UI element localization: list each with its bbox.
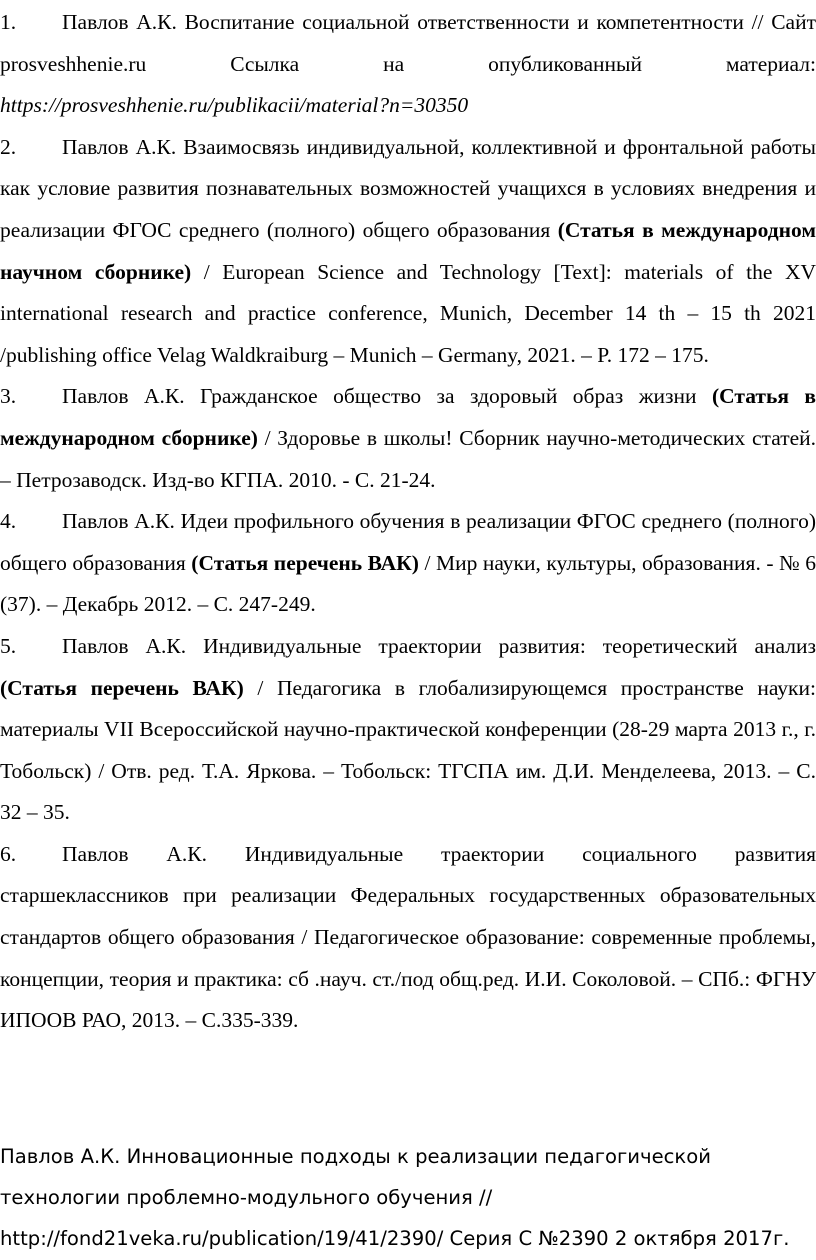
reference-item-6 xyxy=(0,834,816,1042)
reference-item-5 xyxy=(0,626,816,834)
footer-source-link[interactable]: http://fond21veka.ru/publication/19/41/2390/ Серия С №2390 2 октября 2017г. xyxy=(0,1227,790,1250)
reference-source: / Мир науки, культуры, образования. - № 6 (37). – Декабрь 2012. – С. 247-249. xyxy=(0,550,816,617)
reference-type-label: (Статья в международном научном сборнике) xyxy=(0,217,816,284)
reference-item-1 xyxy=(0,2,816,127)
reference-type-label: (Статья перечень ВАК) xyxy=(191,550,419,575)
reference-type-label: (Статья перечень ВАК) xyxy=(0,675,244,700)
reference-number: 6. xyxy=(0,841,17,866)
reference-text: Павлов А.К. Индивидуальные траектории социального развития старшеклассников при реализации Федеральных государственных образовательных стандартов общего образования / Педагогическое образование: современные проблемы, концепции, теория и практика: сб .науч. ст./под общ.ред. И.И. Соколовой. – СПб.: ФГНУ ИПООВ РАО, 2013. – С.335-339. xyxy=(0,841,816,1033)
reference-text: Павлов А.К. Индивидуальные траектории развития: теоретический анализ xyxy=(62,633,816,658)
reference-text: Павлов А.К. Идеи профильного обучения в реализации ФГОС среднего (полного) общего образования xyxy=(0,509,816,575)
reference-text: Павлов А.К. Воспитание социальной ответственности и компетентности // Сайт prosveshhenie.ru Ссылка на опубликованный материал: xyxy=(0,10,816,76)
footer-line-2: технологии проблемно-модульного обучения // xyxy=(0,1186,493,1209)
reference-text: Павлов А.К. Гражданское общество за здоровый образ жизни xyxy=(62,384,712,409)
reference-link[interactable]: https://prosveshhenie.ru/publikacii/material?n=30350 xyxy=(0,93,469,118)
reference-number: 3. xyxy=(0,384,17,409)
reference-list xyxy=(0,2,816,1042)
reference-source: / European Science and Technology [Text]: materials of the XV international research and practice conference, Munich, December 14 th – 15 th 2021 /publishing office Velag Waldkraiburg – Munich – Germany, 2021. – P. 172 – 175. xyxy=(0,259,816,367)
reference-number: 4. xyxy=(0,509,17,534)
footer-line-1: Павлов А.К. Инновационные подходы к реализации педагогической xyxy=(0,1145,711,1168)
reference-type-label: (Статья в международном сборнике) xyxy=(0,384,816,450)
reference-item-3 xyxy=(0,376,816,501)
reference-item-2 xyxy=(0,127,816,377)
reference-text: Павлов А.К. Взаимосвязь индивидуальной, коллективной и фронтальной работы как условие развития познавательных возможностей учащихся в условиях внедрения и реализации ФГОС среднего (полного) общего образования xyxy=(0,134,816,242)
reference-item-4 xyxy=(0,501,816,626)
reference-number: 2. xyxy=(0,134,17,159)
reference-number: 5. xyxy=(0,633,17,658)
reference-source: / Педагогика в глобализирующемся пространстве науки: материалы VII Всероссийской научно-практической конференции (28-29 марта 2013 г., г. Тобольск) / Отв. ред. Т.А. Яркова. – Тобольск: ТГСПА им. Д.И. Менделеева, 2013. – С. 32 – 35. xyxy=(0,675,816,825)
reference-number: 1. xyxy=(0,10,17,34)
reference-source: / Здоровье в школы! Сборник научно-методических статей. – Петрозаводск. Изд-во КГПА. 2010. - С. 21-24. xyxy=(0,425,816,492)
source-footer xyxy=(0,1136,816,1259)
